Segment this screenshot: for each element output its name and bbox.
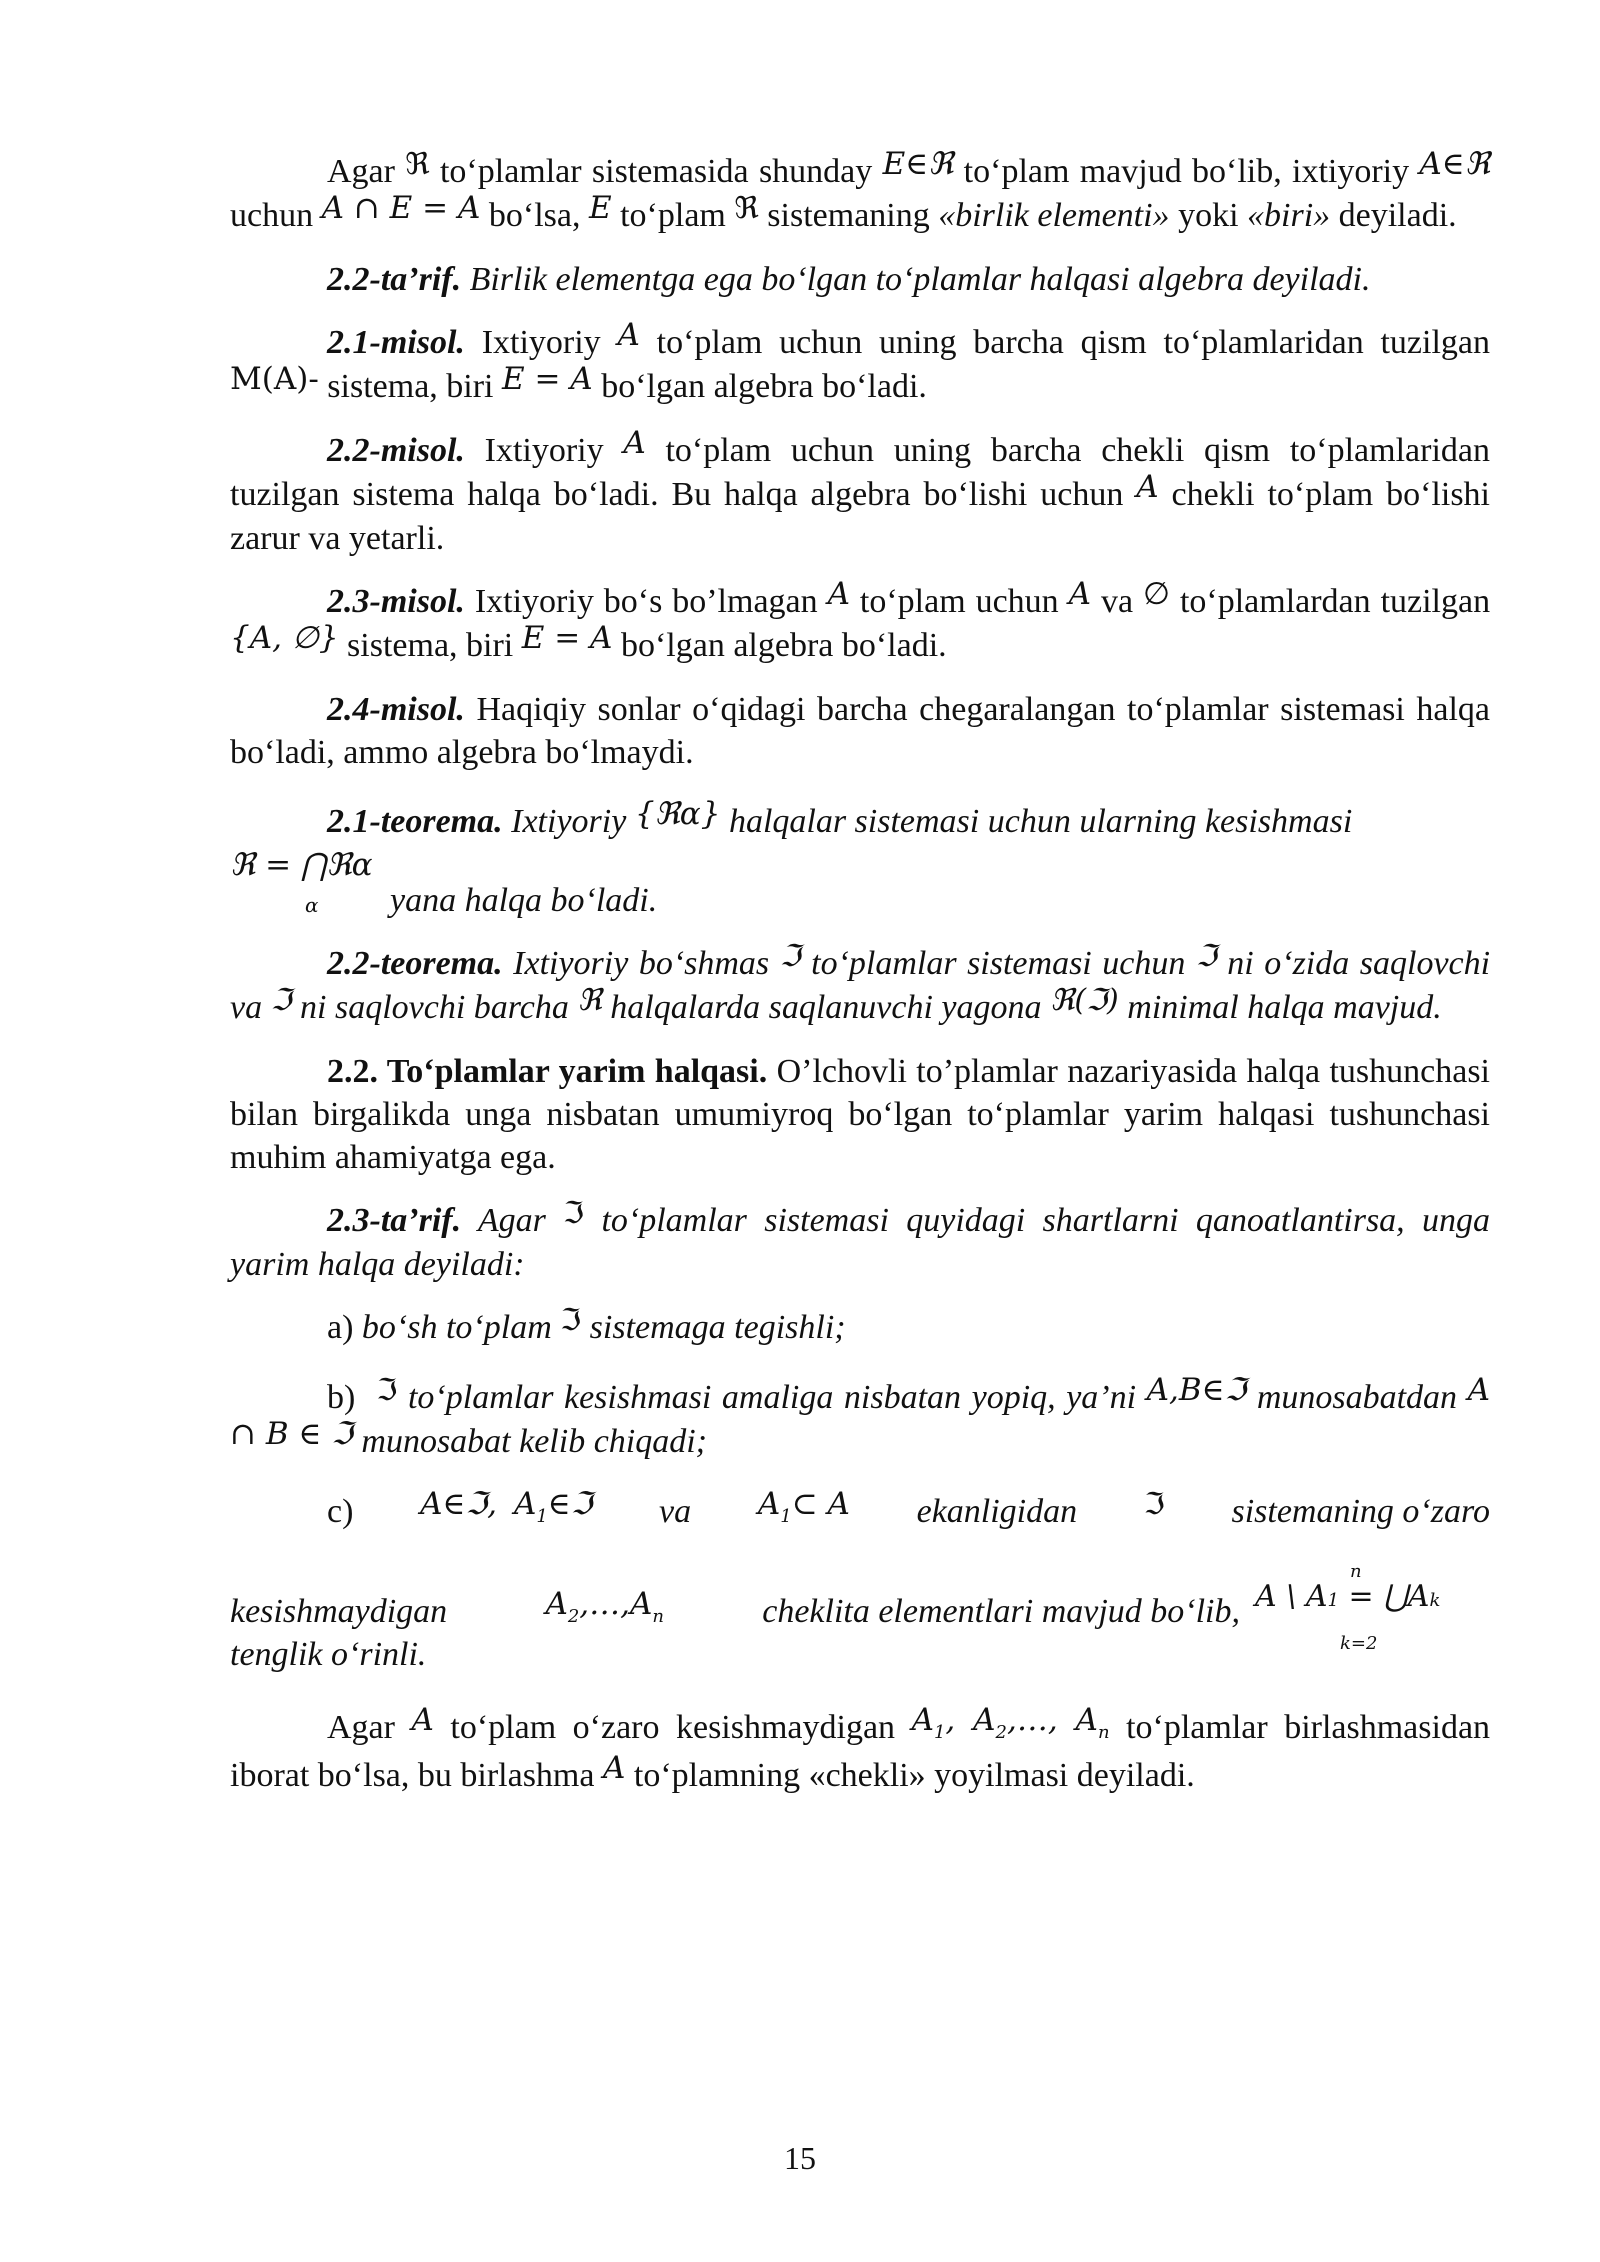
term: «biri» bbox=[1247, 197, 1331, 234]
math: M(A)- bbox=[230, 361, 319, 397]
text: to‘plam bbox=[620, 197, 726, 234]
system-symbol: ℑ bbox=[270, 983, 292, 1018]
paragraph-birlik bbox=[230, 146, 1490, 238]
math: A bbox=[827, 576, 850, 612]
ring-symbol: ℜ bbox=[734, 191, 759, 226]
text: Ixtiyoriy bo‘s bo’lmagan bbox=[474, 583, 818, 620]
example-2-1 bbox=[230, 317, 1490, 409]
text: yana halqa bo‘ladi. bbox=[390, 882, 658, 919]
math-subscript: α bbox=[305, 893, 319, 917]
text: halqalarda saqlanuvchi yagona bbox=[610, 989, 1042, 1026]
text: ni o‘zida bbox=[1227, 945, 1350, 982]
text: Agar bbox=[477, 1202, 546, 1239]
text: to‘plamlar sistemasida shunday bbox=[439, 153, 873, 190]
math-subscript: n bbox=[652, 1606, 664, 1627]
section-heading: 2.2. To‘plamlar yarim halqasi. bbox=[327, 1053, 768, 1090]
math: A bbox=[757, 1486, 781, 1522]
math-subscript: 1 bbox=[1327, 1590, 1339, 1611]
system-symbol: ℑ bbox=[560, 1303, 582, 1338]
text: sistema, biri bbox=[347, 627, 514, 664]
example-label: 2.2-misol. bbox=[327, 432, 465, 469]
text: va bbox=[659, 1493, 692, 1530]
condition-c bbox=[230, 1486, 1490, 1680]
system-symbol: ℑ bbox=[779, 939, 801, 974]
math: E∈ℜ bbox=[882, 146, 954, 182]
math: {A, ∅} bbox=[230, 620, 339, 656]
math: A \ A bbox=[1255, 1579, 1328, 1614]
item-marker: b) bbox=[327, 1379, 356, 1416]
text: bo‘lgan algebra bo‘ladi. bbox=[620, 627, 947, 664]
system-symbol: ℑ bbox=[376, 1373, 398, 1408]
text: tuzilgan bbox=[1380, 324, 1490, 361]
paragraph-chekli-yoyilma bbox=[230, 1702, 1491, 1798]
math: A ∩ B ∈ ℑ bbox=[230, 1372, 1491, 1452]
text: to‘plam uchun uning barcha chekli qism bbox=[665, 432, 1271, 469]
math-subscript: 1 bbox=[933, 1722, 946, 1743]
empty-set-symbol: ∅ bbox=[1142, 576, 1170, 612]
math: E bbox=[588, 190, 612, 226]
math: A bbox=[411, 1702, 434, 1738]
text: munosabatdan bbox=[1256, 1379, 1458, 1416]
system-symbol: ℑ bbox=[563, 1196, 585, 1231]
text: munosabat kelib chiqadi; bbox=[361, 1423, 708, 1460]
math: ∈ℑ bbox=[547, 1486, 593, 1522]
text: to‘plam uchun uning barcha qism to‘plamlaridan bbox=[656, 324, 1364, 361]
theorem-2-2 bbox=[230, 939, 1491, 1030]
text: bo‘lgan algebra bo‘ladi. bbox=[601, 368, 927, 405]
text: ni saqlovchi barcha bbox=[300, 989, 569, 1026]
text: to‘plamlar sistemasi quyidagi shartlarni qanoatlantirsa, bbox=[601, 1202, 1405, 1239]
math: A∈ℜ bbox=[1419, 146, 1490, 182]
example-label: 2.3-misol. bbox=[327, 583, 465, 620]
definition-label: 2.2-ta’rif. bbox=[327, 261, 462, 298]
definition-label: 2.3-ta’rif. bbox=[327, 1202, 462, 1239]
text: to‘plamlar sistemasi uchun bbox=[811, 945, 1186, 982]
text: to‘plamlar bbox=[1126, 1709, 1268, 1746]
text: cheklita elementlari mavjud bo‘lib, bbox=[762, 1593, 1240, 1630]
text: kesishmaydigan bbox=[230, 1593, 448, 1630]
math: A bbox=[1068, 576, 1092, 612]
item-marker: c) bbox=[327, 1493, 354, 1530]
text: deyiladi. bbox=[1076, 1757, 1195, 1794]
text: sistemasi halqa bo‘ladi, ammo algebra bo‘lmaydi. bbox=[230, 691, 1491, 771]
math-subscript: k bbox=[1429, 1590, 1441, 1611]
text: halqalar sistemasi uchun ularning kesishmasi bbox=[728, 803, 1353, 840]
theorem-2-1 bbox=[230, 796, 1490, 844]
example-label: 2.4-misol. bbox=[327, 691, 465, 728]
math: A,B∈ℑ bbox=[1146, 1372, 1247, 1408]
text: Ixtiyoriy bbox=[484, 432, 604, 469]
math-subscript: 2 bbox=[567, 1606, 580, 1627]
math: {ℜα} bbox=[634, 796, 721, 832]
example-2-2 bbox=[230, 425, 1491, 560]
union-formula bbox=[1255, 1550, 1495, 1660]
text: sistemaning bbox=[767, 197, 930, 234]
condition-c-line1 bbox=[327, 1486, 1490, 1538]
text: Ixtiyoriy bbox=[511, 803, 627, 840]
example-2-4 bbox=[230, 688, 1490, 774]
math-subscript: 2 bbox=[995, 1722, 1007, 1743]
text: Ixtiyoriy bo‘shmas bbox=[513, 945, 770, 982]
text: Agar bbox=[327, 153, 395, 190]
math: A bbox=[911, 1702, 934, 1738]
text: bo‘sh to‘plam bbox=[361, 1309, 552, 1346]
math: A∈ℑ, bbox=[420, 1486, 497, 1522]
math: ⊂ A bbox=[791, 1486, 850, 1522]
text: tenglik o‘rinli. bbox=[230, 1636, 427, 1673]
math: A bbox=[602, 1750, 626, 1786]
math: E = A bbox=[521, 620, 613, 656]
math: A bbox=[1136, 469, 1159, 505]
definition-text: Birlik elementga ega bo‘lgan to‘plamlar halqasi algebra deyiladi. bbox=[469, 261, 1371, 298]
text: sistemaning o‘zaro bbox=[1231, 1493, 1490, 1530]
text: Agar bbox=[327, 1709, 395, 1746]
text: chekli to‘plam bo‘lishi zarur va yetarli. bbox=[230, 476, 1491, 557]
text: unga yarim halqa deyiladi: bbox=[230, 1202, 1491, 1283]
math: ℜ = ⋂ℜα bbox=[230, 847, 373, 883]
math-subscript: 1 bbox=[780, 1506, 792, 1527]
theorem-label: 2.2-teorema. bbox=[327, 945, 503, 982]
math-subscript: 1 bbox=[536, 1506, 548, 1527]
math: A bbox=[617, 317, 640, 353]
definition-2-3 bbox=[230, 1196, 1491, 1286]
math: A ∩ E = A bbox=[321, 190, 481, 226]
math-subscript: n bbox=[1097, 1722, 1110, 1743]
math: = ⋃A bbox=[1348, 1579, 1430, 1614]
text: uchun bbox=[230, 197, 314, 234]
definition-2-2 bbox=[230, 258, 1490, 301]
text: sistema, biri bbox=[327, 368, 494, 405]
text: yoki bbox=[1178, 197, 1239, 234]
page-number: 15 bbox=[784, 2140, 816, 2176]
text: O’lchovli to’plamlar nazariyasida halqa tushunchasi bilan birgalikda unga nisbatan umumiyroq bo‘lgan to‘plamlar yarim halqasi tushunchasi muhim ahamiyatga ega. bbox=[230, 1053, 1490, 1176]
text: Ixtiyoriy bbox=[481, 324, 601, 361]
text: sistemaga tegishli; bbox=[589, 1309, 846, 1346]
math-subscript: k=2 bbox=[1340, 1633, 1378, 1654]
text: to‘plamlardan tuzilgan bbox=[1179, 583, 1491, 620]
text: va bbox=[1100, 583, 1134, 620]
text: saqlovchi va bbox=[230, 945, 1491, 1026]
math: , A bbox=[945, 1702, 996, 1738]
ring-symbol: ℜ bbox=[405, 147, 430, 182]
text: to‘plamlaridan tuzilgan sistema halqa bo‘ladi. Bu halqa algebra bo‘lishi uchun bbox=[230, 432, 1490, 513]
example-label: 2.1-misol. bbox=[327, 324, 465, 361]
text: to‘plam uchun bbox=[859, 583, 1059, 620]
text: to‘plamlar kesishmasi amaliga nisbatan yopiq, ya’ni bbox=[407, 1379, 1137, 1416]
document-body bbox=[230, 146, 1491, 1798]
math: ,…, A bbox=[1006, 1702, 1098, 1738]
section-2-2 bbox=[230, 1050, 1490, 1179]
condition-b bbox=[230, 1372, 1491, 1464]
text: ixtiyoriy bbox=[1292, 153, 1410, 190]
text: ekanligidan bbox=[916, 1493, 1078, 1530]
math: ,…,A bbox=[579, 1586, 653, 1622]
text: to‘plam mavjud bo‘lib, bbox=[963, 153, 1282, 190]
system-symbol: ℑ bbox=[1195, 939, 1217, 974]
theorem-2-1-formula-line bbox=[230, 844, 1490, 922]
math: A bbox=[545, 1586, 568, 1622]
term: «birlik elementi» bbox=[938, 197, 1170, 234]
math: A bbox=[513, 1486, 537, 1522]
math: A bbox=[623, 425, 646, 461]
math: ℜ(ℑ) bbox=[1050, 983, 1119, 1018]
text: to‘plam o‘zaro kesishmaydigan bbox=[450, 1709, 896, 1746]
text: minimal halqa mavjud. bbox=[1127, 989, 1442, 1026]
example-2-3 bbox=[230, 576, 1491, 668]
text: bo‘lsa, bbox=[488, 197, 581, 234]
ring-symbol: ℜ bbox=[577, 983, 602, 1018]
theorem-label: 2.1-teorema. bbox=[327, 803, 503, 840]
condition-a bbox=[230, 1303, 1490, 1350]
condition-c-line2 bbox=[230, 1586, 1240, 1638]
math-superscript: n bbox=[1350, 1561, 1362, 1582]
math: E = A bbox=[502, 361, 593, 397]
item-marker: a) bbox=[327, 1309, 354, 1346]
text: to‘plamning «chekli» yoyilmasi bbox=[633, 1757, 1069, 1794]
text: Haqiqiy sonlar o‘qidagi barcha chegaralangan to‘plamlar bbox=[476, 691, 1269, 728]
system-symbol: ℑ bbox=[1143, 1487, 1165, 1522]
text: birlashmasidan iborat bo‘lsa, bu birlashma bbox=[230, 1709, 1491, 1794]
text: deyiladi. bbox=[1338, 197, 1457, 234]
